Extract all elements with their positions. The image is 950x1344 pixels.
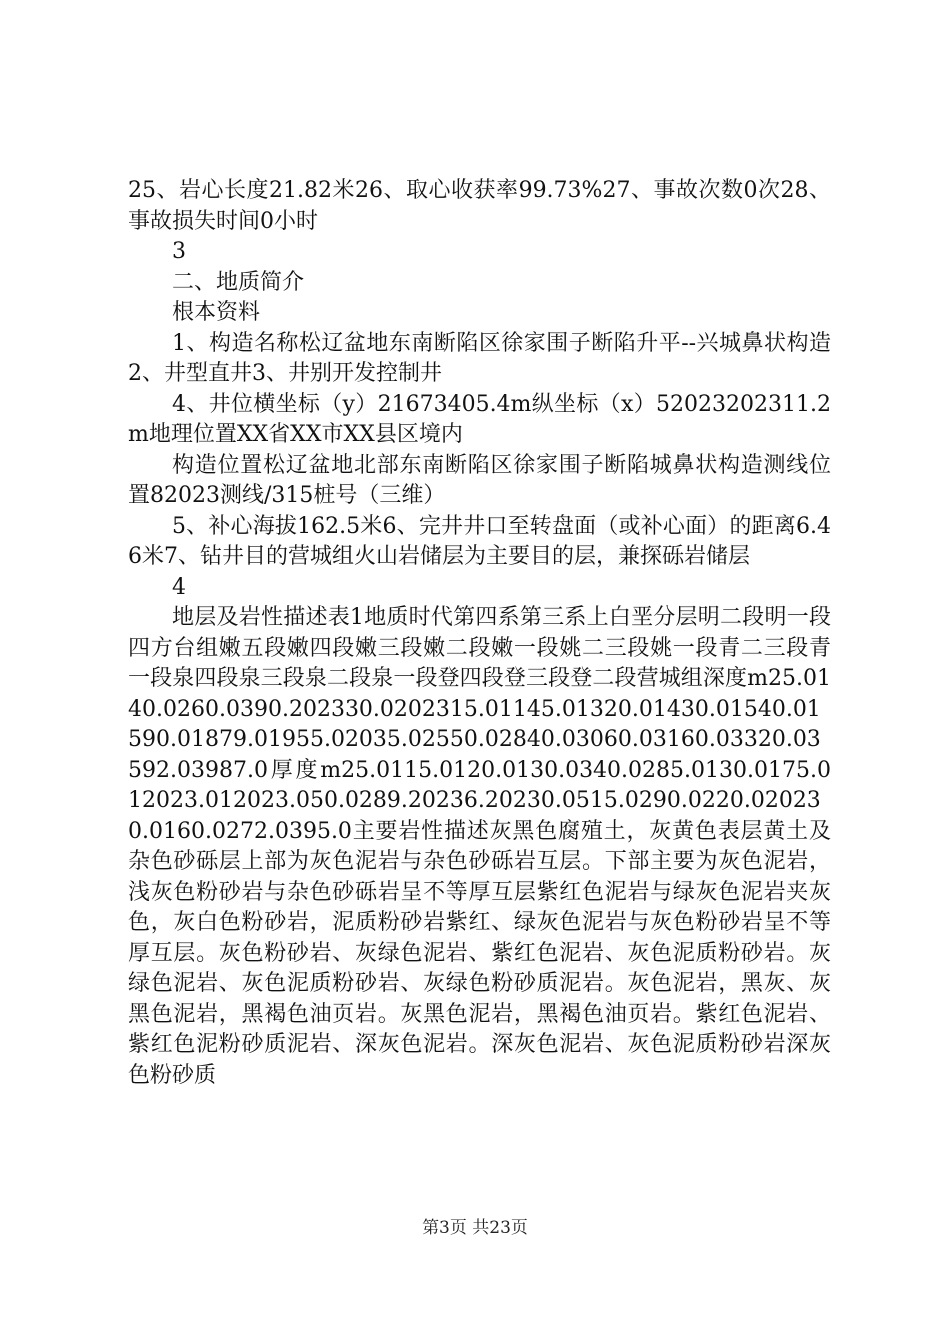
page-footer: 第3页 共23页 xyxy=(422,1218,528,1238)
elevation-paragraph: 5、补心海拔162.5米6、完井井口至转盘面（或补心面）的距离6.46米7、钻井目的营城组火山岩储层为主要目的层，兼探砾岩储层 xyxy=(128,513,831,569)
section-number-4: 4 xyxy=(172,574,186,600)
section-number-3: 3 xyxy=(172,239,186,264)
strata-description-paragraph: 地层及岩性描述表1地质时代第四系第三系上白垩分层明二段明一段四方台组嫩五段嫩四段嫩三段嫩二段嫩一段姚二三段姚一段青二三段青一段泉四段泉三段泉二段泉一段登四段登三段登二段营城组深度m25.0140.0260.0390.202330.0202315.01145.01320.01430.01540.01590.01879.01955.02035.02550.02840.03060.03160.03320.03592.03987.0厚度m25.0115.0120.0130.0340.0285.0130.0175.012023.012023.050.0289.20236.20230.0515.0290.0220.020230.0160.0272.0395.0主要岩性描述灰黑色腐殖土，灰黄色表层黄土及杂色砂砾层上部为灰色泥岩与杂色砂砾岩互层。下部主要为灰色泥岩，浅灰色粉砂岩与杂色砂砾岩呈不等厚互层紫红色泥岩与绿灰色泥岩夹灰色，灰白色粉砂岩，泥质粉砂岩紫红、绿灰色泥岩与灰色粉砂岩呈不等厚互层。灰色粉砂岩、灰绿色泥岩、紫红色泥岩、灰色泥质粉砂岩。灰绿色泥岩、灰色泥质粉砂岩、灰绿色粉砂质泥岩。灰色泥岩，黑灰、灰黑色泥岩，黑褐色油页岩。灰黑色泥岩，黑褐色油页岩。紫红色泥岩、紫红色泥粉砂质泥岩、深灰色泥岩。深灰色泥岩、灰色泥质粉砂岩深灰色粉砂质 xyxy=(128,605,831,1088)
structure-name-paragraph: 1、构造名称松辽盆地东南断陷区徐家围子断陷升平--兴城鼻状构造2、井型直井3、井别开发控制井 xyxy=(128,330,831,386)
structure-position-paragraph: 构造位置松辽盆地北部东南断陷区徐家围子断陷城鼻状构造测线位置82023测线/315桩号（三维） xyxy=(128,452,831,508)
document-body xyxy=(128,176,831,1091)
subheading-basic-data: 根本资料 xyxy=(172,300,261,325)
core-summary-paragraph: 25、岩心长度21.82米26、取心收获率99.73%27、事故次数0次28、事故损失时间0小时 xyxy=(128,178,831,234)
section-heading-geology: 二、地质简介 xyxy=(172,269,305,295)
well-coordinates-paragraph: 4、井位横坐标（y）21673405.4m纵坐标（x）52023202311.2m地理位置XX省XX市XX县区境内 xyxy=(128,391,831,447)
